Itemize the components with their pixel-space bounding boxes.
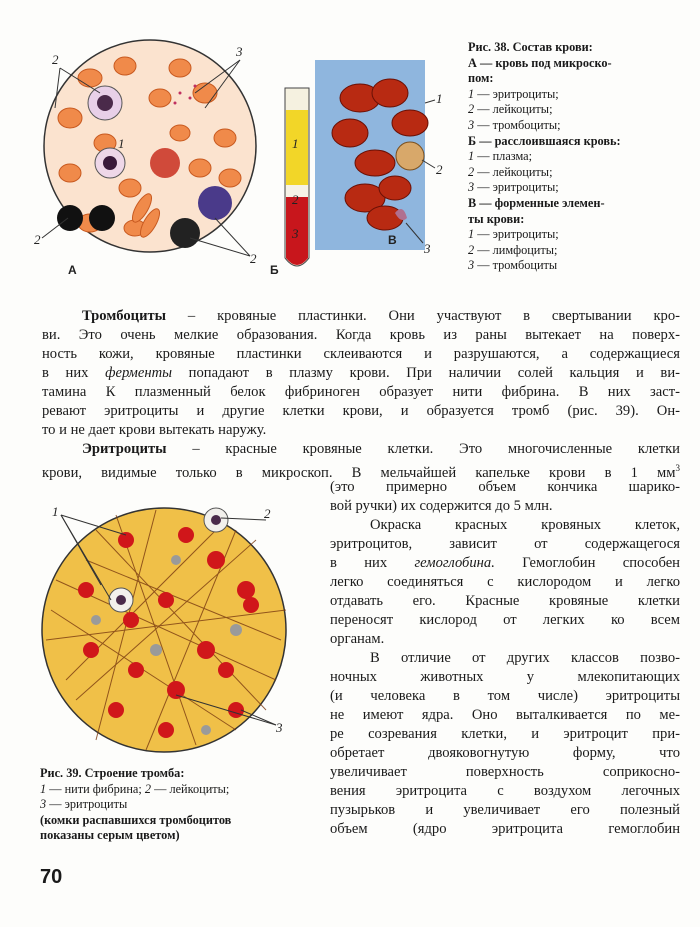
blood-elements-panel: [315, 60, 443, 256]
text-segment: объем (ядро эритроцита гемоглобин: [330, 821, 680, 837]
figure-39-note: (комки распавшихся тромбоцитов: [40, 812, 232, 827]
figure-38-legend-line: [468, 258, 621, 274]
text-segment: вения эритроцита с воздухом легочных: [330, 783, 680, 799]
text-segment: Окраска красных кровяных клеток,: [370, 517, 680, 533]
text-segment: В отличие от других классов позво-: [370, 650, 680, 666]
text-segment: ревают эритроциты и другие клетки крови, и образуется тромб (рис. 39). Он-: [42, 403, 680, 419]
legend-text: — лимфоциты;: [474, 242, 558, 257]
figure-38-legend-line: [468, 212, 621, 228]
figure-38-caption: [468, 40, 621, 274]
text-segment: ночных животных у млекопитающих: [330, 669, 680, 685]
text-line: [42, 459, 680, 481]
figure-39-note: показаны серым цветом): [40, 828, 180, 843]
text-segment: увеличивает поверхность соприкосно-: [330, 764, 680, 780]
figure-38-legend-line: [468, 56, 621, 72]
fig38-label-B: Б: [270, 263, 279, 277]
legend-text: — тромбоциты;: [474, 117, 561, 132]
legend-text: — лейкоциты;: [474, 164, 553, 179]
text-line: [330, 687, 680, 706]
text-line: [370, 516, 680, 535]
text-segment: в них: [330, 555, 415, 571]
figure-38-legend-line: [468, 87, 621, 103]
legend-number: 2: [144, 781, 152, 796]
text-segment: вой ручки) их содержится до 5 млн.: [330, 498, 553, 514]
text-segment: (и человека в том числе) эритроциты: [330, 688, 680, 704]
text-line: [42, 383, 680, 402]
legend-number: 2: [468, 242, 475, 257]
legend-text: — нити фибрина;: [46, 781, 145, 796]
fig39-label-3: 3: [276, 720, 283, 735]
term-italic: ферменты: [105, 365, 173, 381]
legend-text: — лейкоциты;: [474, 102, 553, 117]
text-line: [330, 630, 680, 649]
legend-text: В — форменные элемен-: [468, 195, 605, 210]
text-segment: органам.: [330, 631, 385, 647]
text-line: [330, 611, 680, 630]
legend-text: — плазма;: [474, 149, 533, 164]
legend-text: пом:: [468, 71, 494, 86]
figure-38-legend-line: [468, 165, 621, 181]
legend-number: 2: [468, 164, 475, 179]
figure-38-legend-line: [468, 134, 621, 150]
text-line: [330, 744, 680, 763]
text-line: [42, 402, 680, 421]
text-segment: ви. Это очень мелкие образования. Когда кровь из раны вытекает на поверх-: [42, 327, 680, 343]
text-line: [82, 440, 680, 459]
legend-text: — эритроциты;: [474, 86, 559, 101]
text-segment: ре созревания клетки, и эритроцит при-: [330, 726, 680, 742]
legend-number: 1: [468, 149, 475, 164]
figure-38-legend-line: [468, 227, 621, 243]
text-line: [82, 307, 680, 326]
figure-39-title: Рис. 39. Строение тромба:: [40, 766, 185, 780]
legend-number: 3: [468, 180, 475, 195]
legend-number: 3: [468, 117, 475, 132]
text-segment: ность кожи, кровяные пластинки склеиваются и разрушаются, а содержащиеся: [42, 346, 680, 362]
text-line: [330, 801, 680, 820]
fig38-label-3b: 3: [292, 226, 299, 241]
text-segment: Гемоглобин способен: [494, 555, 680, 571]
text-line: [42, 364, 680, 383]
legend-text: А — кровь под микроско-: [468, 55, 612, 70]
text-segment: – кровяные пластинки. Они участвуют в свертывании кро-: [166, 308, 680, 324]
term-bold: Эритроциты: [82, 441, 167, 457]
text-segment: тамина К плазменный белок фибриноген образует нити фибрина. В них заст-: [42, 384, 680, 400]
fig38-label-1c: 1: [436, 91, 443, 106]
legend-number: 3: [40, 797, 47, 812]
fig38-label-2e: 2: [436, 162, 443, 177]
fig39-label-1: 1: [52, 504, 59, 519]
legend-text: — тромбоциты: [474, 258, 558, 273]
figure-38-illustration: [30, 38, 460, 283]
text-segment: легко соединяться с кислородом и легко: [330, 574, 680, 590]
figure-38-legend-line: [468, 102, 621, 118]
figure-39-caption: [40, 766, 231, 844]
text-line: [330, 763, 680, 782]
fig38-label-A: А: [68, 263, 77, 277]
text-line: [42, 326, 680, 345]
text-line: [330, 592, 680, 611]
legend-text: — эритроциты: [46, 797, 128, 812]
text-segment: переносят кислород от легких ко всем: [330, 612, 680, 628]
fig38-label-2b: 2: [34, 232, 41, 247]
legend-text: Б — расслоившаяся кровь:: [468, 133, 621, 148]
text-line: [42, 421, 680, 440]
text-line: [330, 554, 680, 573]
figure-38-legend-line: [468, 118, 621, 134]
figure-39-illustration: [36, 500, 296, 760]
text-segment: не имеют ядра. Оно выталкивается по ме-: [330, 707, 680, 723]
text-line: [370, 649, 680, 668]
text-line: [330, 668, 680, 687]
text-segment: отдавать его. Красные кровяные клетки: [330, 593, 680, 609]
legend-text: — лейкоциты;: [151, 781, 230, 796]
fig38-label-3a: 3: [236, 44, 243, 59]
superscript: 3: [675, 463, 680, 473]
fig38-label-1a: 1: [118, 136, 125, 151]
text-segment: то и не дает крови вытекать наружу.: [42, 422, 267, 438]
page-number: 70: [40, 866, 63, 888]
figure-39-legend-line: [40, 797, 231, 813]
fig38-label-2a: 2: [52, 52, 59, 67]
figure-38-legend-line: [468, 196, 621, 212]
fig38-label-3c: 3: [424, 241, 431, 256]
text-segment: в них: [42, 365, 106, 381]
fig38-label-2c: 2: [250, 251, 257, 266]
fig38-label-1b: 1: [292, 136, 299, 151]
figure-38-title: Рис. 38. Состав крови:: [468, 40, 593, 54]
text-line: [330, 725, 680, 744]
term-italic: гемоглобина.: [414, 555, 495, 571]
text-line: [330, 573, 680, 592]
text-line: [330, 820, 680, 839]
fig38-label-2d: 2: [292, 192, 299, 207]
legend-text: ты крови:: [468, 211, 525, 226]
legend-number: 1: [40, 781, 47, 796]
figure-38-legend-line: [468, 180, 621, 196]
legend-number: 1: [468, 86, 475, 101]
test-tube: [270, 88, 309, 277]
text-segment: обретает двояковогнутую форму, что: [330, 745, 680, 761]
text-line: [330, 706, 680, 725]
text-segment: (это примерно объем кончика шарико-: [330, 479, 680, 495]
microscope-blood-view: [34, 40, 257, 277]
legend-text: — эритроциты;: [474, 227, 559, 242]
legend-number: 2: [468, 102, 475, 117]
legend-number: 1: [468, 227, 475, 242]
text-segment: попадают в плазму крови. При наличии солей кальция и ви-: [172, 365, 680, 381]
text-segment: эритроцитов, зависит от содержащегося: [330, 536, 680, 552]
text-segment: пузырьков и увеличивает его полезный: [330, 802, 680, 818]
text-segment: – красные кровяные клетки. Это многочисленные клетки: [166, 441, 680, 457]
legend-number: 3: [468, 258, 475, 273]
legend-text: — эритроциты;: [474, 180, 559, 195]
text-line: [330, 535, 680, 554]
text-line: [330, 478, 680, 497]
figure-38-legend-line: [468, 149, 621, 165]
figure-39-legend-line: [40, 782, 231, 798]
text-line: [330, 497, 680, 516]
figure-38-legend-line: [468, 243, 621, 259]
text-line: [330, 782, 680, 801]
fig38-label-V: В: [388, 233, 397, 247]
figure-38-legend-line: [468, 71, 621, 87]
term-bold: Тромбоциты: [82, 308, 167, 324]
fig39-label-2: 2: [264, 506, 271, 521]
text-segment: крови, видимые только в микроскоп. В мельчайшей капельке крови в 1 мм: [42, 464, 676, 481]
text-line: [42, 345, 680, 364]
